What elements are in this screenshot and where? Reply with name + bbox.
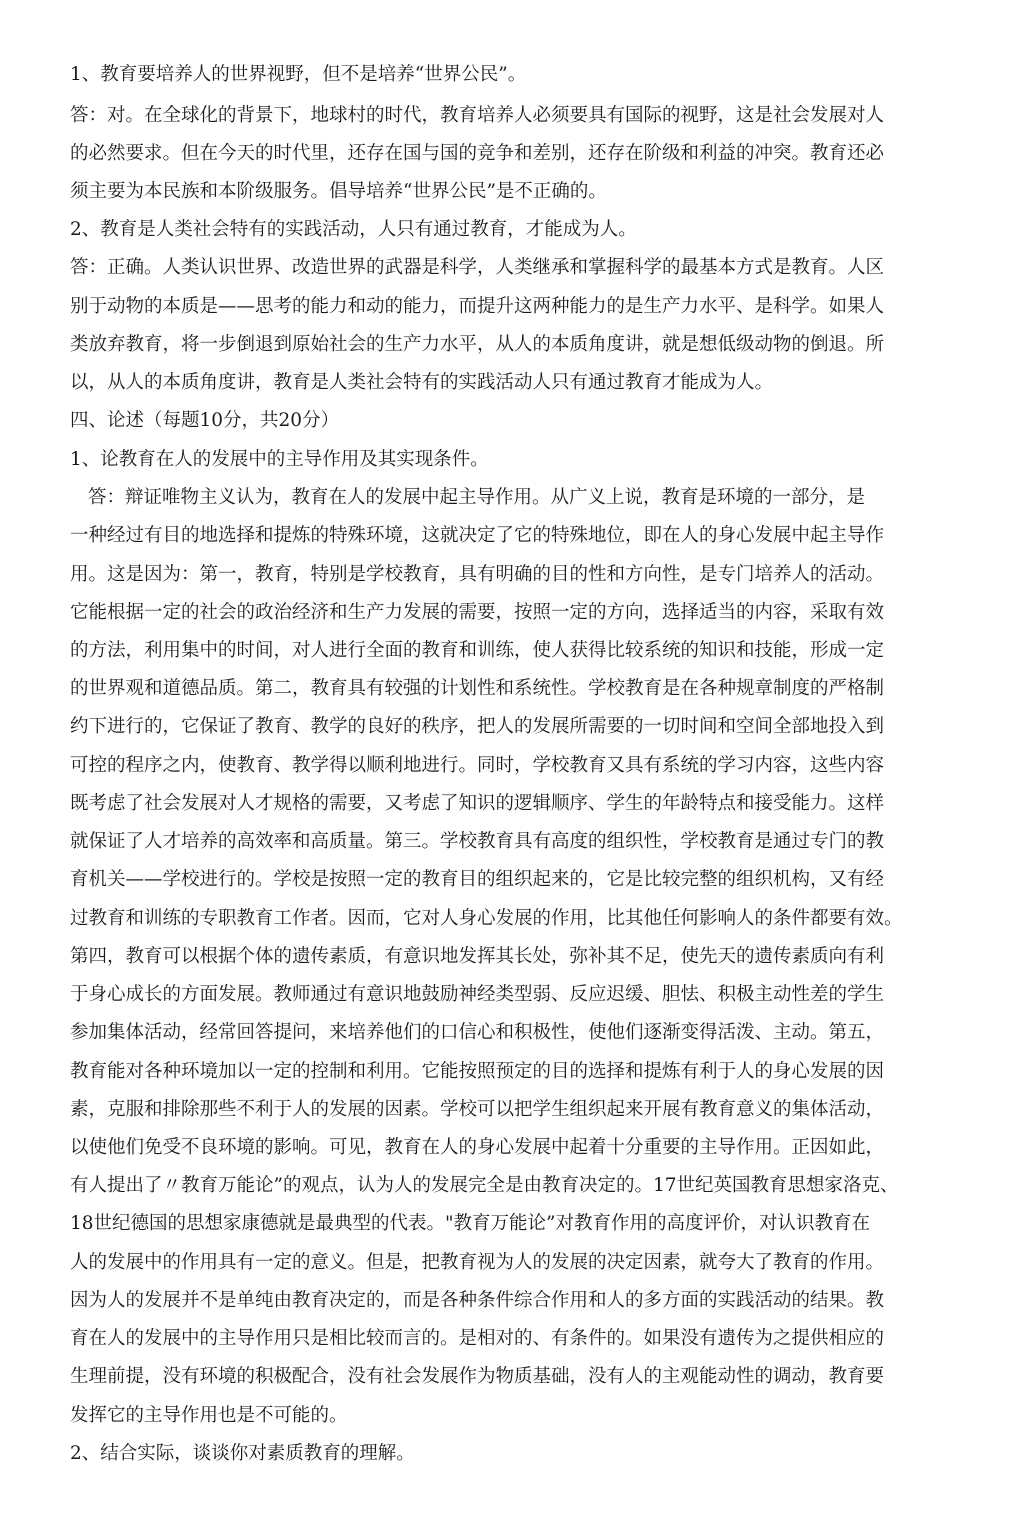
- essay-1-line: 用。这是因为：第一，教育，特别是学校教育，具有明确的目的性和方向性，是专门培养人的活动。: [70, 564, 885, 585]
- answer-2-line: 答：正确。人类认识世界、改造世界的武器是科学，人类继承和掌握科学的最基本方式是教育。人区: [70, 257, 885, 278]
- essay-1-line: 育在人的发展中的主导作用只是相比较而言的。是相对的、有条件的。如果没有遗传为之提供相应的: [70, 1328, 885, 1349]
- essay-1-line: 生理前提，没有环境的积极配合，没有社会发展作为物质基础，没有人的主观能动性的调动，教育要: [70, 1366, 885, 1387]
- answer-1-line: 须主要为本民族和本阶级服务。倡导培养“世界公民”是不正确的。: [70, 181, 607, 202]
- essay-1-line: 教育能对各种环境加以一定的控制和利用。它能按照预定的目的选择和提炼有利于人的身心发展的因: [70, 1061, 885, 1082]
- answer-1-line: 答：对。在全球化的背景下，地球村的时代，教育培养人必须要具有国际的视野，这是社会发展对人: [70, 105, 885, 126]
- essay-2-heading: 2、结合实际，谈谈你对素质教育的理解。: [70, 1443, 415, 1464]
- essay-1-line: 发挥它的主导作用也是不可能的。: [70, 1405, 348, 1426]
- answer-2-line: 别于动物的本质是——思考的能力和动的能力，而提升这两种能力的是生产力水平、是科学。如果人: [70, 296, 885, 317]
- question-2-heading: 2、教育是人类社会特有的实践活动，人只有通过教育，才能成为人。: [70, 219, 637, 240]
- essay-1-line: 第四，教育可以根据个体的遗传素质，有意识地发挥其长处，弥补其不足，使先天的遗传素质向有利: [70, 946, 885, 967]
- essay-1-line: 的方法，利用集中的时间，对人进行全面的教育和训练，使人获得比较系统的知识和技能，形成一定: [70, 640, 885, 661]
- essay-1-line: 既考虑了社会发展对人才规格的需要，又考虑了知识的逻辑顺序、学生的年龄特点和接受能力。这样: [70, 793, 885, 814]
- essay-1-line: 的世界观和道德品质。第二，教育具有较强的计划性和系统性。学校教育是在各种规章制度的严格制: [70, 678, 885, 699]
- essay-1-line: 它能根据一定的社会的政治经济和生产力发展的需要，按照一定的方向，选择适当的内容，采取有效: [70, 602, 885, 623]
- essay-1-line: 人的发展中的作用具有一定的意义。但是，把教育视为人的发展的决定因素，就夸大了教育的作用。: [70, 1252, 885, 1273]
- question-1-heading: 1、教育要培养人的世界视野，但不是培养“世界公民”。: [70, 64, 527, 85]
- essay-1-line: 因为人的发展并不是单纯由教育决定的，而是各种条件综合作用和人的多方面的实践活动的结果。教: [70, 1290, 885, 1311]
- answer-2-line: 以，从人的本质角度讲，教育是人类社会特有的实践活动人只有通过教育才能成为人。: [70, 372, 774, 393]
- essay-1-line: 有人提出了〃教育万能论”的观点，认为人的发展完全是由教育决定的。17世纪英国教育思想家洛克、: [70, 1175, 899, 1196]
- section-heading: 四、论述（每题10分，共20分）: [70, 410, 340, 431]
- essay-1-line: 过教育和训练的专职教育工作者。因而，它对人身心发展的作用，比其他任何影响人的条件都要有效。: [70, 908, 903, 929]
- essay-1-line: 就保证了人才培养的高效率和高质量。第三。学校教育具有高度的组织性，学校教育是通过专门的教: [70, 831, 885, 852]
- essay-1-line: 可控的程序之内，使教育、教学得以顺利地进行。同时，学校教育又具有系统的学习内容，这些内容: [70, 755, 885, 776]
- essay-1-line: 以使他们免受不良环境的影响。可见，教育在人的身心发展中起着十分重要的主导作用。正因如此，: [70, 1137, 885, 1158]
- answer-2-line: 类放弃教育，将一步倒退到原始社会的生产力水平，从人的本质角度讲，就是想低级动物的倒退。所: [70, 334, 885, 355]
- essay-1-line: 育机关——学校进行的。学校是按照一定的教育目的组织起来的，它是比较完整的组织机构，又有经: [70, 869, 885, 890]
- essay-1-line: 于身心成长的方面发展。教师通过有意识地鼓励神经类型弱、反应迟缓、胆怯、积极主动性差的学生: [70, 984, 885, 1005]
- essay-1-line: 素，克服和排除那些不利于人的发展的因素。学校可以把学生组织起来开展有教育意义的集体活动，: [70, 1099, 885, 1120]
- essay-1-line: 约下进行的，它保证了教育、教学的良好的秩序，把人的发展所需要的一切时间和空间全部地投入到: [70, 716, 885, 737]
- essay-1-line: 答：辩证唯物主义认为，教育在人的发展中起主导作用。从广义上说，教育是环境的一部分，是: [88, 487, 866, 508]
- essay-1-line: 一种经过有目的地选择和提炼的特殊环境，这就决定了它的特殊地位，即在人的身心发展中起主导作: [70, 525, 885, 546]
- essay-1-line: 参加集体活动，经常回答提问，来培养他们的口信心和积极性，使他们逐渐变得活泼、主动。第五，: [70, 1022, 885, 1043]
- essay-1-heading: 1、论教育在人的发展中的主导作用及其实现条件。: [70, 449, 489, 470]
- essay-1-line: 18世纪德国的思想家康德就是最典型的代表。"教育万能论”对教育作用的高度评价，对认识教育在: [70, 1213, 871, 1234]
- answer-1-line: 的必然要求。但在今天的时代里，还存在国与国的竞争和差别，还存在阶级和利益的冲突。教育还必: [70, 143, 885, 164]
